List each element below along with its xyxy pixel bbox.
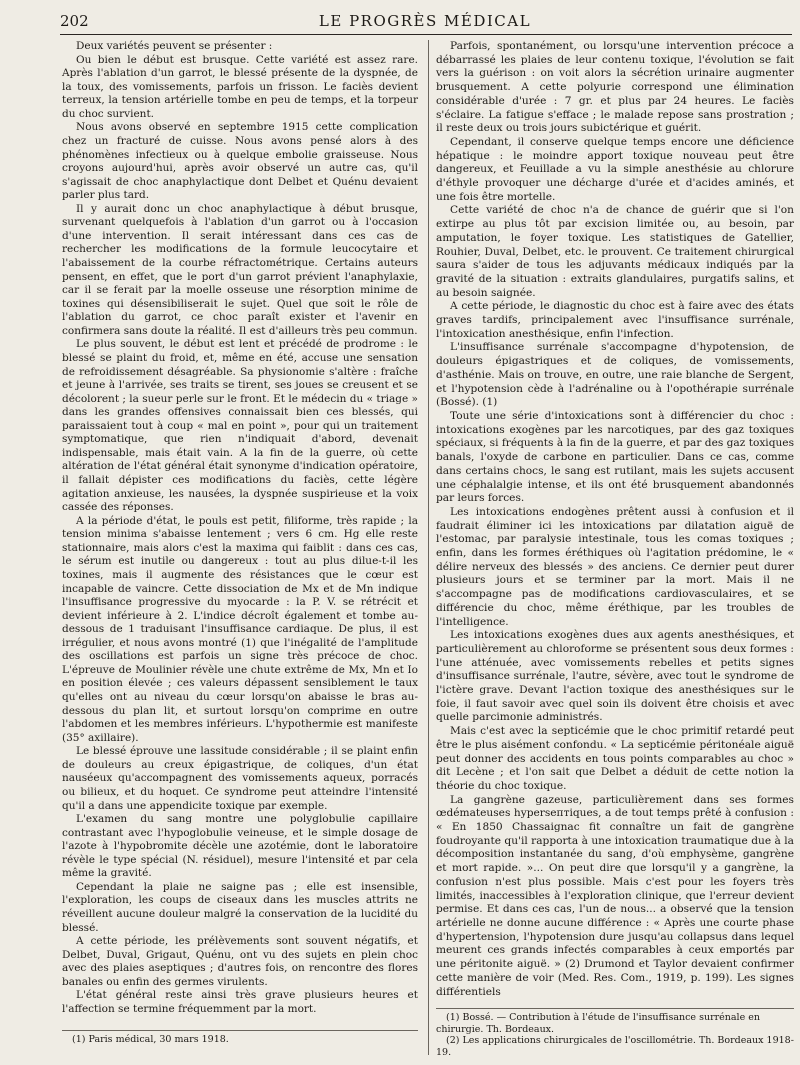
paragraph: Toute une série d'intoxications sont à différencier du choc : intoxications exogènes par les narcotiques, par des gaz toxiques spéciaux, si fréquents à la fin de la guerre, et par des gaz toxiques banals, l'oxyde de carbone en particulier. Dans ce cas, comme dans certains chocs, le sang est rutilant, mais les sujets accusent une céphalalgie intense, et ils ont été brusquement abandonnés par leurs forces.: [436, 409, 794, 505]
paragraph: Nous avons observé en septembre 1915 cette complication chez un fracturé de cuisse. Nous avons pensé alors à des phénomènes infectieux ou à quelque embolie graisseuse. Nous croyons aujourd'hui, après avoir observé un autre cas, qu'il s'agissait de choc anaphylactique dont Delbet et Quénu devaient parler plus tard.: [62, 121, 418, 202]
right-column: [436, 40, 794, 1000]
paragraph: Cette variété de choc n'a de chance de guérir que si l'on extirpe au plus tôt par excision limitée ou, au besoin, par amputation, le foyer toxique. Les statistiques de Gatellier, Rouhier, Duval, Delbet, etc. le prouvent. Ce traitement chirurgical saura s'aider de tous les adjuvants médicaux indiqués par la gravité de la situation : extraits glandulaires, purgatifs salins, et au besoin saignée.: [436, 204, 794, 299]
paragraph: A cette période, le diagnostic du choc est à faire avec des états graves tardifs, principalement avec l'insuffisance surrénale, l'intoxication anesthésique, enfin l'infection.: [436, 300, 794, 340]
header-rule: [60, 34, 792, 35]
page-header: [60, 12, 790, 34]
paragraph: Parfois, spontanément, ou lorsqu'une intervention précoce a débarrassé les plaies de leur contenu toxique, l'évolution se fait vers la guérison : on voit alors la sécrétion urinaire augmenter brusquement. A cette polyurie correspond une élimination considérable d'urée : 7 gr. et plus par 24 heures. Le faciès s'éclaire. La fatigue s'efface ; le malade repose sans prostration ; il reste deux ou trois jours subictérique et guérit.: [436, 40, 794, 135]
column-divider: [428, 40, 429, 1055]
left-footnotes: [62, 1030, 418, 1046]
paragraph: L'état général reste ainsi très grave plusieurs heures et l'affection se termine fréquemment par la mort.: [62, 989, 418, 1015]
right-footnotes: [436, 1008, 794, 1058]
footnote: (2) Les applications chirurgicales de l'oscillométrie. Th. Bordeaux 1918-19.: [436, 1035, 794, 1058]
paragraph: Mais c'est avec la septicémie que le choc primitif retardé peut être le plus aisément confondu. « La septicémie péritonéale aiguë peut donner des accidents en tous points comparables au choc » dit Lecène ; et l'on sait que Delbet a déduit de cette notion la théorie du choc toxique.: [436, 725, 794, 792]
paragraph: Ou bien le début est brusque. Cette variété est assez rare. Après l'ablation d'un garrot, le blessé présente de la dyspnée, de la toux, des vomissements, parfois un frisson. Le faciès devient terreux, la tension artérielle tombe en peu de temps, et la torpeur du choc survient.: [62, 53, 418, 120]
paragraph: Il y aurait donc un choc anaphylactique à début brusque, survenant quelquefois à l'ablation d'un garrot ou à l'occasion d'une intervention. Il serait intéressant dans ces cas de rechercher les modifications de la formule leucocytaire et l'abaissement de la courbe réfractométrique. Certains auteurs pensent, en effet, que le port d'un garrot prévient l'anaphylaxie, car il se ferait par la moelle osseuse une résorption minime de toxines qui désensibiliserait le sujet. Quel que soit le rôle de l'ablation du garrot, ce choc paraît exister et l'avenir en confirmera sans doute la réalité. Il est d'ailleurs très peu commun.: [62, 202, 418, 337]
paragraph: Deux variétés peuvent se présenter :: [76, 40, 273, 52]
paragraph: Les intoxications exogènes dues aux agents anesthésiques, et particulièrement au chloroforme se présentent sous deux formes : l'une atténuée, avec vomissements rebelles et petits signes d'insuffisance surrénale, l'autre, sévère, avec tout le syndrome de l'ictère grave. Devant l'action toxique des anesthésiques sur le foie, il faut savoir avec quel soin ils doivent être choisis et avec quelle parcimonie administrés.: [436, 629, 794, 724]
journal-title: LE PROGRÈS MÉDICAL: [318, 12, 532, 30]
paragraph: Cependant la plaie ne saigne pas ; elle est insensible, l'exploration, les coups de ciseaux dans les muscles attrits ne réveillent aucune douleur malgré la conservation de la lucidité du blessé.: [62, 880, 418, 934]
paragraph: Cependant, il conserve quelque temps encore une déficience hépatique : le moindre apport toxique nouveau peut être dangereux, et Feuillade a vu la simple anesthésie au chlorure d'éthyle provoquer une décharge d'urée et d'acides aminés, et une fois être mortelle.: [436, 135, 794, 203]
page-number: 202: [60, 12, 89, 30]
paragraph: Les intoxications endogènes prêtent aussi à confusion et il faudrait éliminer ici les intoxications par dilatation aiguë de l'estomac, par paralysie intestinale, tous les comas toxiques ; enfin, dans les formes éréthiques où l'agitation prédomine, le « délire nerveux des blessés » des anciens. Ce dernier peut durer plusieurs jours et se terminer par la mort. Mais il ne s'accompagne pas de modifications cardiovasculaires, et se différencie du choc, même éréthique, par les troubles de l'intelligence.: [436, 505, 794, 628]
paragraph: A la période d'état, le pouls est petit, filiforme, très rapide ; la tension minima s'abaisse lentement ; vers 6 cm. Hg elle reste stationnaire, mais alors c'est la maxima qui faiblit : dans ces cas, le sérum est inutile ou dangereux : tout au plus dilue-t-il les toxines, mais il augmente des résistances que le cœur est incapable de vaincre. Cette dissociation de Mx et de Mn indique l'insuffisance progressive du myocarde : la P. V. se rétrécit et devient inférieure à 2. L'indice décroît également et tombe au-dessous de 1 traduisant l'insuffisance cardiaque. De plus, il est irrégulier, et nous avons montré (1) que l'inégalité de l'amplitude des oscillations est parfois un signe très précoce de choc. L'épreuve de Moulinier révèle une chute extrême de Mx, Mn et Io en position élevée ; ces valeurs dépassent sensiblement le taux qu'elles ont au niveau du cœur lorsqu'on abaisse le bras au-dessous du plan lit, et surtout lorsqu'on comprime en outre l'abdomen et les membres inférieurs. L'hypothermie est manifeste (35° axillaire).: [62, 514, 418, 744]
paragraph: L'insuffisance surrénale s'accompagne d'hypotension, de douleurs épigastriques et de coliques, de vomissements, d'asthénie. Mais on trouve, en outre, une raie blanche de Sergent, et l'hypotension cède à l'adrénaline ou à l'opothérapie surrénale (Bossé). (1): [436, 341, 794, 409]
paragraph: A cette période, les prélèvements sont souvent négatifs, et Delbet, Duval, Grigaut, Quénu, ont vu des sujets en plein choc avec des plaies aseptiques ; d'autres fois, on rencontre des flores banales ou enfin des germes virulents.: [62, 935, 418, 988]
left-column: [62, 40, 418, 1025]
paragraph: La gangrène gazeuse, particulièrement dans ses formes œdémateuses hypersептiques, a de tout temps prêté à confusion : « En 1850 Chassaignac fit connaître un fait de gangrène foudroyante qu'il rapporta à une intoxication traumatique due à la décomposition instantanée du sang, d'où emphysème, gangrène et mort rapide. »... On peut dire que lorsqu'il y a gangrène, la confusion n'est plus possible. Mais c'est pour les foyers très limités, inaccessibles à l'exploration clinique, que l'erreur devient permise. Et dans ces cas, l'un de nous... a observé que la tension artérielle ne donne aucune différence : « Après une courte phase d'hypertension, l'hypotension dure jusqu'au collapsus dans lequel meurent ces grands infectés comparables à ceux emportés par une péritonite aiguë. » (2) Drumond et Taylor devaient confirmer cette manière de voir (Med. Res. Com., 1919, p. 199). Les signes différentiels: [436, 793, 794, 998]
footnote: (1) Paris médical, 30 mars 1918.: [72, 1034, 229, 1045]
paragraph: L'examen du sang montre une polyglobulie capillaire contrastant avec l'hypoglobulie veineuse, et le simple dosage de l'azote à l'hypobromite décèle une azotémie, dont le laboratoire révèle le type spécial (N. résiduel), mesure l'intensité et par cela même la gravité.: [62, 813, 418, 880]
paragraph: Le blessé éprouve une lassitude considérable ; il se plaint enfin de douleurs au creux épigastrique, de coliques, d'un état nauséeux qu'accompagnent des vomissements aqueux, porracés ou bilieux, et du hoquet. Ce syndrome peut atteindre l'intensité qu'il a dans une appendicite toxique par exemple.: [62, 745, 418, 812]
paragraph: Le plus souvent, le début est lent et précédé de prodrome : le blessé se plaint du froid, et, même en été, accuse une sensation de refroidissement désagréable. Sa physionomie s'altère : fraîche et jeune à l'arrivée, ses traits se tirent, ses joues se creusent et se décolorent ; la sueur perle sur le front. Et le médecin du « triage » dans les grandes offensives connaissait bien ces blessés, qui paraissaient tout à coup « mal en point », pour qui un traitement symptomatique, que rien n'indiquait d'abord, devenait indispensable, mais était vain. A la fin de la guerre, où cette altération de l'état général était synonyme d'indication opératoire, il fallait dépister ces modifications du faciès, cette légère agitation anxieuse, les nausées, la dyspnée suspirieuse et la voix cassée des réponses.: [62, 338, 418, 514]
footnote: (1) Bossé. — Contribution à l'étude de l'insuffisance surrénale en chirurgie. Th. Bordeaux.: [436, 1012, 760, 1035]
